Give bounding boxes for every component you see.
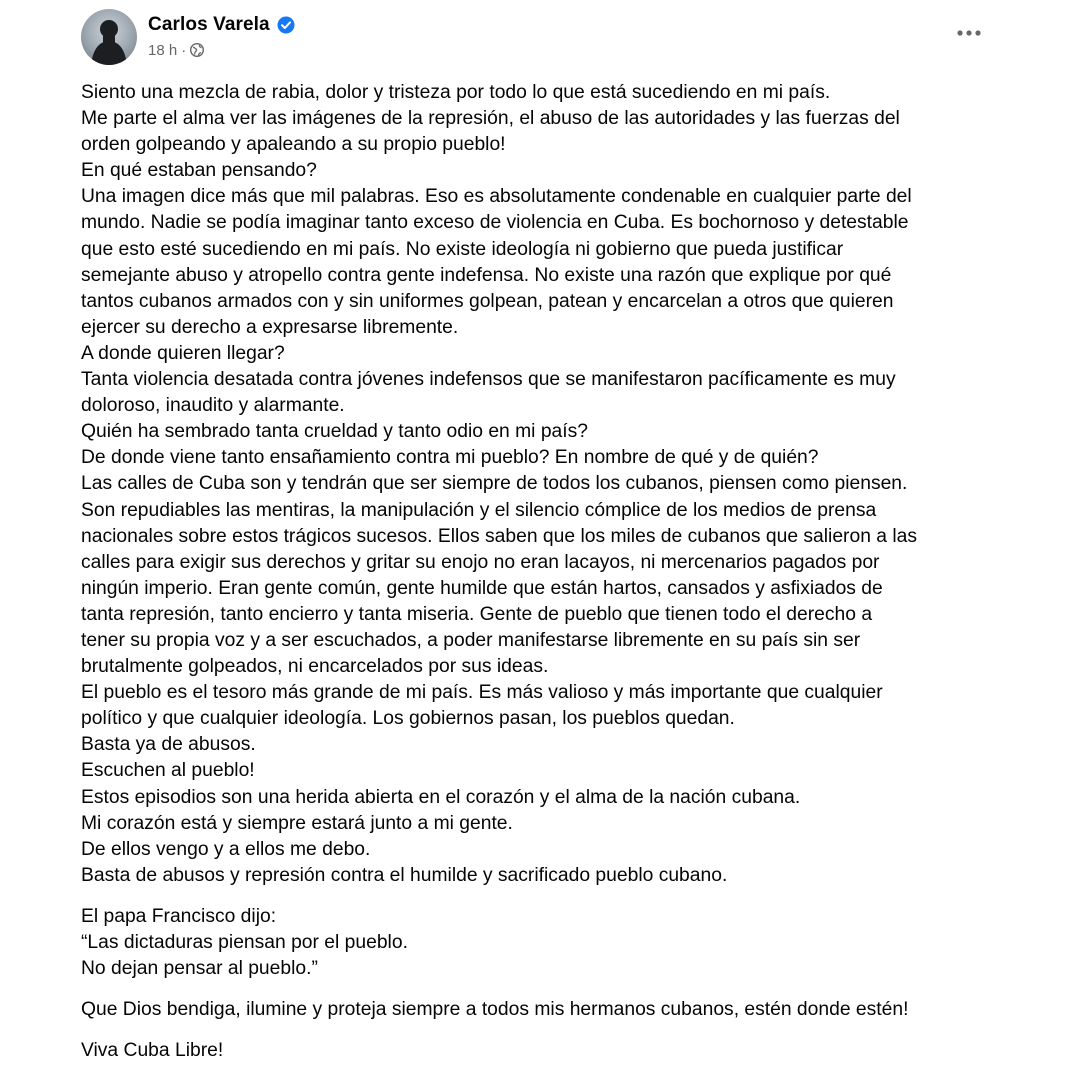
post-text-line: Mi corazón está y siempre estará junto a mi gente.: [81, 812, 513, 834]
post-text-line: Una imagen dice más que mil palabras. Eso es absolutamente condenable en cualquier parte del: [81, 186, 912, 208]
post-text-line: Tanta violencia desatada contra jóvenes indefensos que se manifestaron pacíficamente es muy: [81, 369, 896, 391]
post-text-line: Estos episodios son una herida abierta en el corazón y el alma de la nación cubana.: [81, 786, 801, 808]
meta-separator: ·: [181, 41, 187, 59]
post-text-line: Me parte el alma ver las imágenes de la represión, el abuso de las autoridades y las fuerzas del: [81, 108, 900, 130]
post-text-line: Quién ha sembrado tanta crueldad y tanto odio en mi país?: [81, 421, 588, 443]
verified-check-icon: [277, 16, 295, 34]
author-line: [148, 12, 295, 38]
avatar[interactable]: [81, 9, 137, 65]
post-text-line: Son repudiables las mentiras, la manipulación y el silencio cómplice de los medios de prensa: [81, 499, 877, 521]
post-text-line: calles para exigir sus derechos y gritar su enojo no eran lacayos, ni mercenarios pagados por: [81, 551, 880, 573]
paragraph-gap: [81, 1023, 1071, 1038]
post-meta: [148, 39, 204, 61]
post-text-line: ejercer su derecho a expresarse libremente.: [81, 316, 459, 338]
post-text-line: No dejan pensar al pueblo.”: [81, 958, 318, 980]
post-text-line: El papa Francisco dijo:: [81, 905, 277, 927]
post-text-line: Escuchen al pueblo!: [81, 760, 255, 782]
post-paragraph: [81, 1038, 1071, 1064]
post-text-line: Que Dios bendiga, ilumine y proteja siempre a todos mis hermanos cubanos, estén donde estén!: [81, 999, 909, 1021]
post-text-line: Las calles de Cuba son y tendrán que ser siempre de todos los cubanos, piensen como piensen.: [81, 473, 908, 495]
post-text-line: Basta ya de abusos.: [81, 734, 256, 756]
post-text-line: Viva Cuba Libre!: [81, 1040, 224, 1062]
post-text-line: De donde viene tanto ensañamiento contra mi pueblo? En nombre de qué y de quién?: [81, 447, 819, 469]
post-body: [81, 80, 1071, 1064]
post-header: [81, 9, 1001, 69]
paragraph-gap: [81, 982, 1071, 997]
post-text-line: De ellos vengo y a ellos me debo.: [81, 838, 371, 860]
post-text-line: Siento una mezcla de rabia, dolor y tristeza por todo lo que está sucediendo en mi país.: [81, 82, 831, 103]
author-name[interactable]: Carlos Varela: [148, 14, 270, 35]
more-horizontal-icon: [957, 30, 981, 36]
post-text-line: A donde quieren llegar?: [81, 342, 285, 364]
post-paragraph: [81, 904, 1071, 982]
post-paragraph: [81, 80, 1071, 889]
post-text-line: El pueblo es el tesoro más grande de mi país. Es más valioso y más importante que cualquier: [81, 682, 883, 704]
post-text-line: nacionales sobre estos trágicos sucesos. Ellos saben que los miles de cubanos que salieron a las: [81, 525, 918, 547]
post-timestamp[interactable]: 18 h: [148, 41, 178, 59]
post-text-line: doloroso, inaudito y alarmante.: [81, 395, 345, 417]
post-text-line: semejante abuso y atropello contra gente indefensa. No existe una razón que explique por qué: [81, 264, 892, 286]
post-text-line: tanta represión, tanto encierro y tanta miseria. Gente de pueblo que tienen todo el derecho a: [81, 603, 873, 625]
globe-icon[interactable]: [190, 43, 204, 57]
post-text-line: tantos cubanos armados con y sin uniformes golpean, patean y encarcelan a otros que quieren: [81, 290, 894, 312]
post-text-line: mundo. Nadie se podía imaginar tanto exceso de violencia en Cuba. Es bochornoso y detestable: [81, 212, 909, 234]
post-text-line: que esto esté sucediendo en mi país. No existe ideología ni gobierno que pueda justificar: [81, 238, 844, 260]
post-text-line: brutalmente golpeados, ni encarcelados por sus ideas.: [81, 656, 549, 678]
post-text-line: Basta de abusos y represión contra el humilde y sacrificado pueblo cubano.: [81, 864, 728, 886]
paragraph-gap: [81, 889, 1071, 904]
post-text-line: En qué estaban pensando?: [81, 160, 317, 182]
post-text-line: ningún imperio. Eran gente común, gente humilde que están hartos, cansados y asfixiados de: [81, 577, 883, 599]
post-text-line: “Las dictaduras piensan por el pueblo.: [81, 932, 408, 953]
avatar-person-icon: [81, 9, 137, 65]
post-text-line: tener su propia voz y a ser escuchados, a poder manifestarse libremente en su país sin ser: [81, 629, 861, 651]
post-text-line: político y que cualquier ideología. Los gobiernos pasan, los pueblos quedan.: [81, 708, 735, 730]
more-options-button[interactable]: [951, 21, 987, 45]
post-paragraph: [81, 997, 1071, 1023]
post-text-line: orden golpeando y apaleando a su propio pueblo!: [81, 134, 506, 156]
